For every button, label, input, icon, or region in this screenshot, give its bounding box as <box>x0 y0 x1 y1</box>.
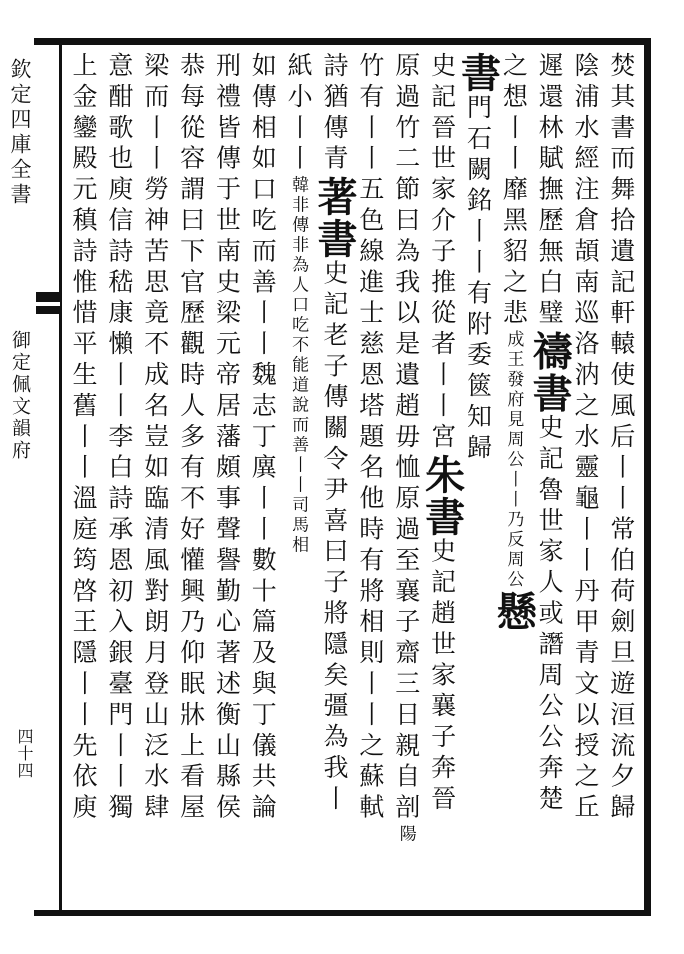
entry-headword: 著書 <box>311 175 359 260</box>
column-text: 遲還林賦撫歷無白璧 <box>535 52 565 331</box>
top-border <box>34 38 651 45</box>
column-text: 之想丨丨靡黑貂之悲 <box>499 52 529 331</box>
column-text: 上金鑾殿元稹詩惟惜平生舊丨丨溫庭筠啓王隱丨丨先依庾 <box>69 52 98 825</box>
margin-book-title: 欽定四庫全書 <box>8 58 32 208</box>
text-column <box>209 52 243 904</box>
text-column <box>353 52 387 904</box>
text-column <box>66 52 100 904</box>
text-column <box>568 52 602 904</box>
text-column <box>102 52 136 904</box>
column-text: 陰浦水經注倉頡南巡洛汭之水靈龜丨丨丹甲青文以授之丘 <box>571 52 601 825</box>
text-column <box>526 52 574 904</box>
column-text: 紙小丨丨 <box>284 52 314 176</box>
column-text: 詩猶傳青 <box>320 52 350 176</box>
column-text: 史記魯世家人或譖周公公奔楚 <box>535 414 565 816</box>
column-text: 焚其書而舞拾遺記軒轅使風后丨丨常伯荷劍旦遊洹流夕歸 <box>606 52 636 825</box>
entry-headword: 懸 <box>490 590 538 633</box>
fish-tail-notch <box>36 302 60 306</box>
column-text: 史記晉世家介子推從者丨丨宮 <box>427 52 457 454</box>
entry-headword: 朱書 <box>418 453 466 538</box>
text-column <box>311 52 359 904</box>
annotation-text: 成王發府見周公丨丨乃反周公 <box>503 330 524 591</box>
text-column <box>418 52 466 904</box>
column-text: 如傳相如口吃而善丨丨魏志丁廙丨丨數十篇及與丁儀共論 <box>248 52 278 825</box>
column-text: 梁而丨丨勞神苦思竟不成名豈如臨清風對朗月登山泛水肆 <box>140 52 170 825</box>
text-column <box>174 52 208 904</box>
column-text: 恭每從容謂曰下官歷觀時人多有不好懽興乃仰眠牀上看屋 <box>176 52 206 825</box>
column-text: 刑禮皆傳于世南史梁元帝居藩頗事聲譽勤心著述衡山縣侯 <box>212 52 242 825</box>
column-text: 史記老子傳關令尹喜曰子將隱矣彊為我丨 <box>320 259 350 816</box>
column-text: 意酣歌也庾信詩嵇康懶丨丨李白詩承恩初入銀臺門丨丨獨 <box>104 52 134 825</box>
column-text: 竹有丨丨五色線進士慈恩塔題名他時有將相則丨丨之蘇軾 <box>355 52 385 825</box>
margin-sub-title: 御定佩文韻府 <box>9 330 31 462</box>
text-body <box>66 52 638 904</box>
text-column <box>604 52 638 904</box>
margin-divider <box>59 38 62 916</box>
text-column <box>454 52 502 904</box>
text-column <box>490 52 538 904</box>
right-border <box>644 38 651 916</box>
column-text: 史記趙世家襄子奔晉 <box>427 537 457 816</box>
entry-headword: 書 <box>454 52 502 94</box>
margin-page-number: 四十四 <box>15 728 34 779</box>
text-column <box>245 52 279 904</box>
bottom-border <box>34 910 651 916</box>
annotation-text: 韓非傳非為人口吃不能道說而善丨丨司馬相 <box>288 175 309 556</box>
text-column <box>138 52 172 904</box>
column-text: 門石闕銘丨丨有附委篋知歸 <box>463 94 493 465</box>
column-text: 原過竹二節曰為我以是遺趙毋恤原過至襄子齋三日親自剖 <box>391 52 421 825</box>
entry-headword: 禱書 <box>526 330 574 415</box>
annotation-text: 陽 <box>395 824 416 845</box>
